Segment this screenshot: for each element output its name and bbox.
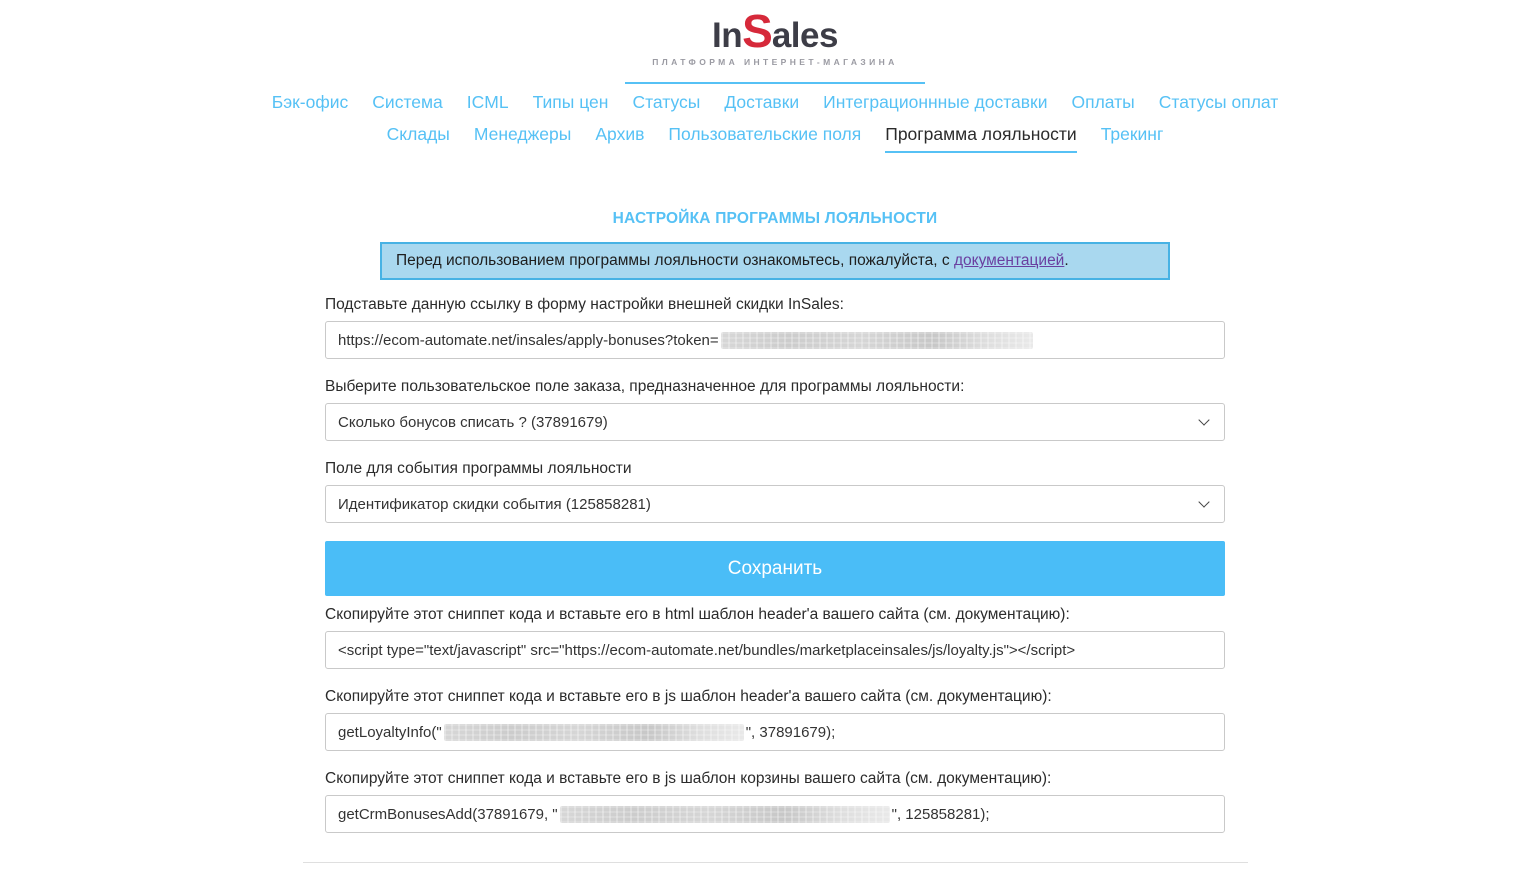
insales-logo — [325, 5, 1225, 57]
redacted-token-blur — [721, 332, 1033, 349]
logo-text-ales: ales — [771, 16, 838, 55]
js-header-snippet-input[interactable] — [325, 713, 1225, 751]
bottom-divider — [303, 862, 1248, 863]
nav-item-payments[interactable]: Оплаты — [1071, 92, 1135, 112]
nav-item-payment-statuses[interactable]: Статусы оплат — [1158, 92, 1279, 112]
js-header-snippet-label: Скопируйте этот сниппет кода и вставьте его в js шаблон header'а вашего сайта (см. документацию): — [325, 688, 1052, 705]
main-content — [325, 210, 1225, 833]
order-field-selected-value: Сколько бонусов списать ? (37891679) — [338, 413, 608, 431]
header — [325, 0, 1225, 67]
logo-letter-s: S — [742, 5, 772, 57]
event-field-selected-value: Идентификатор скидки события (125858281) — [338, 495, 651, 513]
event-field-select[interactable] — [325, 485, 1225, 523]
js-cart-code-suffix: ", 125858281); — [891, 805, 990, 823]
loyalty-settings-page — [271, 0, 1279, 863]
save-button[interactable]: Сохранить — [325, 541, 1225, 596]
js-cart-snippet-label: Скопируйте этот сниппет кода и вставьте его в js шаблон корзины вашего сайта (см. документацию): — [325, 770, 1052, 787]
logo-text-in: In — [712, 16, 743, 55]
chevron-down-icon — [1198, 414, 1209, 425]
order-field-select[interactable] — [325, 403, 1225, 441]
js-cart-snippet-input[interactable] — [325, 795, 1225, 833]
nav-item-statuses[interactable]: Статусы — [632, 92, 701, 112]
nav-item-price-types[interactable]: Типы цен — [532, 92, 609, 112]
banner-text: Перед использованием программы лояльности ознакомьтесь, пожалуйста, с — [396, 252, 954, 269]
link-field-label: Подставьте данную ссылку в форму настройки внешней скидки InSales: — [325, 296, 844, 313]
settings-nav — [271, 92, 1279, 153]
redacted-token-blur — [560, 806, 890, 823]
order-field-label: Выберите пользовательское поле заказа, предназначенное для программы лояльности: — [325, 378, 965, 395]
js-header-code-suffix: ", 37891679); — [745, 723, 836, 741]
nav-item-icml[interactable]: ICML — [466, 92, 509, 112]
info-banner — [380, 242, 1170, 280]
documentation-link[interactable]: документацией — [953, 252, 1065, 269]
url-value: https://ecom-automate.net/insales/apply-bonuses?token= — [338, 331, 719, 349]
nav-item-integration-deliveries[interactable]: Интеграционнные доставки — [823, 92, 1048, 112]
js-header-code-prefix: getLoyaltyInfo(" — [338, 723, 442, 741]
nav-row-1 — [271, 92, 1279, 113]
chevron-down-icon — [1198, 496, 1209, 507]
nav-item-tracking[interactable]: Трекинг — [1100, 124, 1164, 144]
nav-item-custom-fields[interactable]: Пользовательские поля — [668, 124, 862, 144]
js-cart-code-prefix: getCrmBonusesAdd(37891679, " — [338, 805, 558, 823]
nav-row-2 — [325, 124, 1225, 153]
nav-top-line — [625, 82, 925, 84]
event-field-label: Поле для события программы лояльности — [325, 460, 632, 477]
page-title: НАСТРОЙКА ПРОГРАММЫ ЛОЯЛЬНОСТИ — [612, 210, 938, 227]
nav-item-loyalty-program[interactable]: Программа лояльности — [885, 124, 1076, 153]
nav-item-archive[interactable]: Архив — [595, 124, 645, 144]
html-header-snippet-code: <script type="text/javascript" src="https://ecom-automate.net/bundles/marketplaceinsales/js/loyalty.js"></script> — [338, 641, 1076, 659]
logo-tagline: ПЛАТФОРМА ИНТЕРНЕТ-МАГАЗИНА — [652, 57, 898, 67]
nav-item-system[interactable]: Система — [372, 92, 443, 112]
nav-item-managers[interactable]: Менеджеры — [473, 124, 572, 144]
banner-text-end: . — [1064, 252, 1069, 269]
nav-item-warehouses[interactable]: Склады — [386, 124, 450, 144]
redacted-token-blur — [444, 724, 744, 741]
html-header-snippet-input[interactable] — [325, 631, 1225, 669]
apply-bonuses-url-input[interactable] — [325, 321, 1225, 359]
html-header-snippet-label: Скопируйте этот сниппет кода и вставьте его в html шаблон header'а вашего сайта (см. документацию): — [325, 606, 1070, 623]
nav-item-back-office[interactable]: Бэк-офис — [271, 92, 349, 112]
nav-item-deliveries[interactable]: Доставки — [724, 92, 800, 112]
